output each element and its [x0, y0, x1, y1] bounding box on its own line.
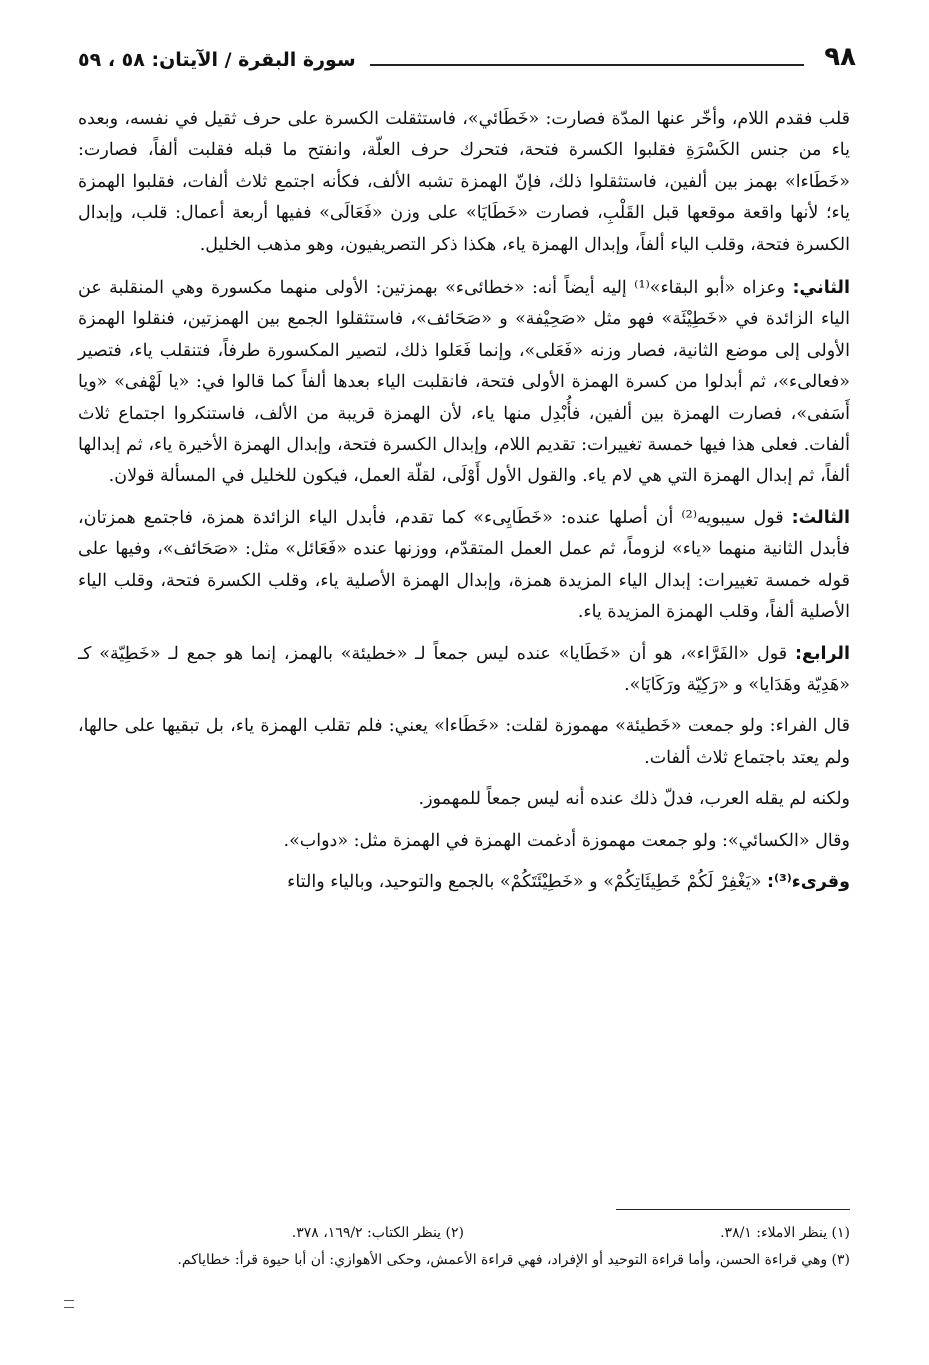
paragraph-text: قول «الفَرَّاء»، هو أن «خَطَايا» عنده ليس جمعاً لـ «خطيئة» بالهمز، إنما هو جمع لـ «خَطِيّة» كـ «هَدِيّة وهَدَايا» و «رَكِيّة ورَكَايَا».: [78, 643, 850, 695]
header-rule: [370, 64, 805, 66]
paragraph-text: قال الفراء: ولو جمعت «خَطيئة» مهموزة لقلت: «خَطَاءا» يعني: فلم تقلب الهمزة ياء، بل تبقيها على حالها، ولم يعتد باجتماع ثلاث ألفات.: [78, 716, 850, 768]
paragraph: [78, 826, 850, 857]
paragraph: [78, 273, 850, 493]
margin-mark: [64, 1300, 74, 1308]
footnotes: [78, 1220, 850, 1274]
page-number: ٩٨: [824, 42, 856, 72]
footnote-3: (٣) وهي قراءة الحسن، وأما قراءة التوحيد أو الإفراد، فهي قراءة الأعمش، وحكى الأهوازي: أن أبا حيوة قرأ: خطاياكم.: [177, 1252, 850, 1268]
paragraph-label: الثالث:: [791, 507, 850, 528]
paragraph: [78, 503, 850, 629]
page-header: [78, 32, 856, 72]
paragraph-text: وقال «الكسائي»: ولو جمعت مهموزة أدغمت الهمزة في الهمزة مثل: «دواب».: [283, 830, 850, 851]
paragraph: [78, 711, 850, 774]
paragraph-text: وعزاه «أبو البقاء»⁽¹⁾ إليه أيضاً أنه: «خطائىء» بهمزتين: الأولى منهما مكسورة وهي المنقلبة عن الياء الزائدة في «خَطِيْئَة» فهو مثل «صَحِيْفة» و «صَحَائف»، فاستثقلوا الجمع بين الهمزتين، فنقلوا الهمزة الأولى إلى موضع الثانية، فصار وزنه «فَعَلى»، وإنما فَعَلوا ذلك، لتصير المكسورة طرفاً، فتنقلب ياء، فتصير «فعالىء»، ثم أبدلوا من كسرة الهمزة الأولى فتحة، فانقلبت الياء بعدها ألفاً كما قالوا في: «يا لَهْفى» «ويا أَسَفى»، فصارت الهمزة بين ألفين، فأُبْدِل منها ياء، لأن الهمزة قريبة من الألف، فاستنكروا اجتماع ثلاث ألفات. فعلى هذا فيها خمسة تغييرات: تقديم اللام، وإبدال الكسرة فتحة، وإبدال الهمزة الأخيرة ياء، ثم إبدالها ألفاً، ثم إبدال الهمزة التي هي لام ياء. والقول الأول أَوْلَى، لقلّة العمل، فيكون للخليل في المسألة قولان.: [78, 278, 850, 487]
footnote-row: [78, 1220, 850, 1247]
paragraph-text: قول سيبويه⁽²⁾ أن أصلها عنده: «خَطَايِىء» كما تقدم، فأبدل الياء الزائدة همزة، فاجتمع همزتان، فأبدل الثانية منهما «ياء» لزوماً، ثم عمل العمل المتقدّم، ووزنها عنده «فَعَائل» مثل: «صَحَائف»، وفيها على قوله خمسة تغييرات: إبدال الياء المزيدة همزة، وإبدال الهمزة الأصلية ياء، وقلب الكسرة فتحة، وقلب الياء الأصلية ألفاً، وقلب الهمزة المزيدة ياء.: [78, 507, 850, 623]
paragraph: [78, 867, 850, 898]
paragraph-label: وقرىء⁽³⁾:: [767, 871, 850, 892]
paragraph-text: ولكنه لم يقله العرب، فدلّ ذلك عنده أنه ليس جمعاً للمهموز.: [418, 789, 850, 810]
paragraph-text: «يَغْفِرْ لَكُمْ خَطِيئَاتِكُمْ» و «خَطِيْئَتَكُمْ» بالجمع والتوحيد، وبالياء والتاء: [287, 871, 762, 892]
paragraph: [78, 639, 850, 702]
paragraph-label: الثاني:: [792, 278, 850, 299]
paragraph: [78, 784, 850, 815]
footnote-1: (١) ينظر الاملاء: ٣٨/١.: [720, 1225, 850, 1241]
paragraph-label: الرابع:: [795, 643, 850, 664]
paragraph-text: قلب فقدم اللام، وأخّر عنها المدّة فصارت: «خَطَائي»، فاستثقلت الكسرة على حرف ثقيل في نفسه، وبعده ياء من جنس الكَسْرَةِ فقلبوا الكسرة فتحة، فتحرك حرف العلّة، وانفتح ما قبله فقلبت ألفاً، فصارت: «خَطَاءا» بهمز بين ألفين، فاستثقلوا ذلك، فإنّ الهمزة تشبه الألف، فكأنه اجتمع ثلاث ألفات، فقلبوا الهمزة ياء؛ لأنها واقعة موقعها قبل القَلْبِ، فصارت «خَطَايَا» على وزن «فَعَالَى» ففيها أربعة أعمال: قلب، وإبدال الكسرة فتحة، وقلب الياء ألفاً، وإبدال الهمزة ياء، هكذا ذكر التصريفيون، وهو مذهب الخليل.: [78, 109, 850, 255]
paragraph: [78, 104, 850, 261]
main-text: [78, 104, 850, 908]
footnote-divider: [616, 1209, 850, 1210]
running-title: سورة البقرة / الآيتان: ٥٨ ، ٥٩: [78, 49, 356, 71]
footnote-2: (٢) ينظر الكتاب: ١٦٩/٢، ٣٧٨.: [291, 1225, 464, 1241]
